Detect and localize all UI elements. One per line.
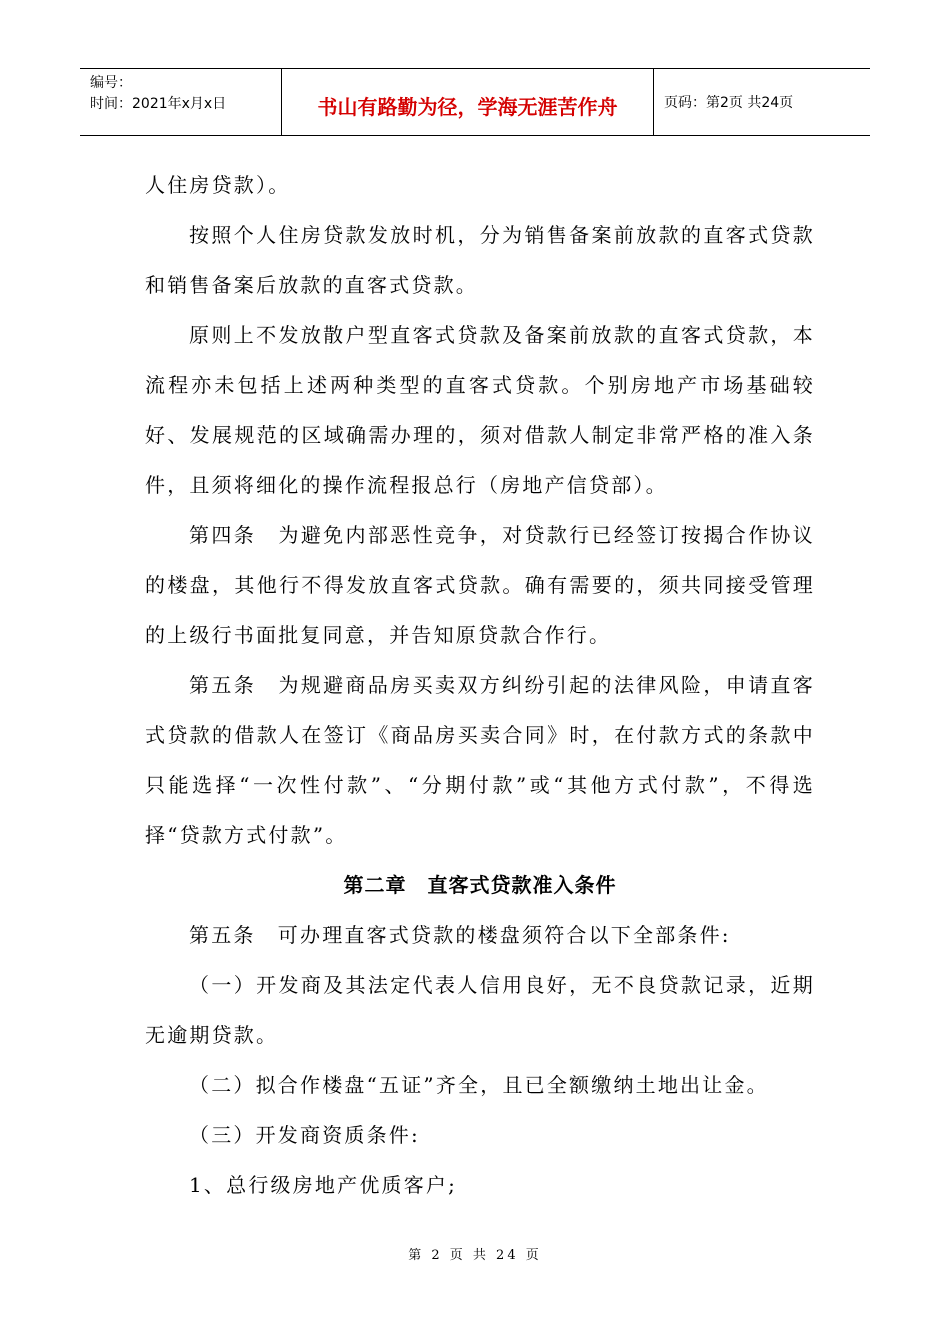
page-footer: 第 2 页 共 24 页 bbox=[408, 1248, 542, 1263]
article-five-conditions: 第五条 可办理直客式贷款的楼盘须符合以下全部条件: bbox=[189, 923, 731, 947]
document-number-label: 编号： bbox=[90, 75, 132, 91]
document-body bbox=[145, 160, 815, 1210]
header-left-cell bbox=[80, 69, 282, 135]
article-five: 第五条 为规避商品房买卖双方纠纷引起的法律风险，申请直客式贷款的借款人在签订《商品房买卖合同》时，在付款方式的条款中只能选择“一次性付款”、“分期付款”或“其他方式付款”，不得选择“贷款方式付款”。 bbox=[145, 673, 815, 847]
condition-item: （三）开发商资质条件: bbox=[189, 1123, 420, 1147]
condition-item: （一）开发商及其法定代表人信用良好，无不良贷款记录，近期无逾期贷款。 bbox=[145, 973, 815, 1047]
paragraph: 原则上不发放散户型直客式贷款及备案前放款的直客式贷款，本流程亦未包括上述两种类型的直客式贷款。个别房地产市场基础较好、发展规范的区域确需办理的，须对借款人制定非常严格的准入条件，且须将细化的操作流程报总行（房地产信贷部）。 bbox=[145, 323, 815, 497]
header-page-info: 页码：第2页 共24页 bbox=[664, 95, 794, 111]
paragraph-continuation: 人住房贷款）。 bbox=[145, 173, 291, 197]
page-header bbox=[80, 68, 870, 136]
condition-subitem: 1、总行级房地产优质客户; bbox=[189, 1173, 458, 1197]
header-motto: 书山有路勤为径，学海无涯苦作舟 bbox=[282, 69, 654, 135]
article-four: 第四条 为避免内部恶性竞争，对贷款行已经签订按揭合作协议的楼盘，其他行不得发放直客式贷款。确有需要的，须共同接受管理的上级行书面批复同意，并告知原贷款合作行。 bbox=[145, 523, 815, 647]
condition-item: （二）拟合作楼盘“五证”齐全，且已全额缴纳土地出让金。 bbox=[189, 1073, 769, 1097]
paragraph: 按照个人住房贷款发放时机，分为销售备案前放款的直客式贷款和销售备案后放款的直客式贷款。 bbox=[145, 223, 815, 297]
document-time-label: 时间：2021年x月x日 bbox=[90, 96, 227, 112]
chapter-title: 第二章 直客式贷款准入条件 bbox=[343, 873, 617, 897]
